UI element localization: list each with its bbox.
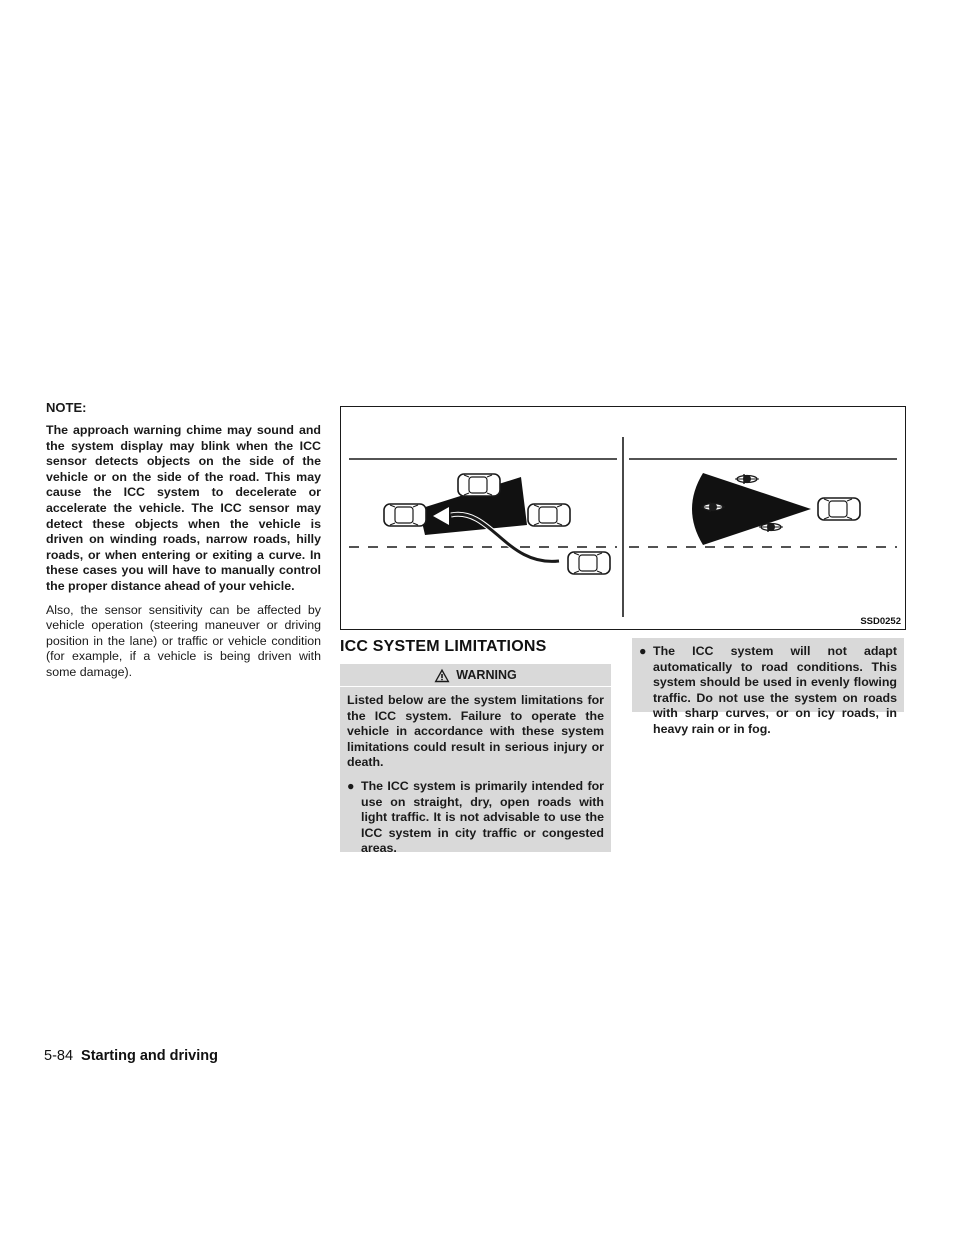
- warning-header: [340, 664, 611, 687]
- icc-diagram: [341, 407, 905, 629]
- note-body: The approach warning chime may sound and the system display may blink when the ICC sensor detects objects on the side of the vehicle or on the side of the road. This may cause the ICC system to decelerate or accelerate the vehicle. The ICC sensor may detect these objects when the vehicle is driven on winding roads, narrow roads, hilly roads, or when entering or exiting a curve. In these cases you will have to manually control the proper distance ahead of your vehicle.: [46, 423, 321, 593]
- lead-car: [528, 504, 570, 526]
- bullet-text: The ICC system is primarily intended for use on straight, dry, open roads with light traffic. It is not advisable to use the ICC system in city traffic or congested areas.: [361, 778, 604, 856]
- page-footer: [44, 1048, 218, 1064]
- motorcycle-top: [735, 474, 759, 484]
- bullet-marker: ●: [347, 778, 355, 793]
- warning-bullet: [347, 779, 604, 857]
- warning-box: [340, 664, 611, 856]
- figure-code: SSD0252: [860, 616, 901, 627]
- own-car-left: [384, 504, 426, 526]
- side-car: [458, 474, 500, 496]
- own-car-right: [818, 498, 860, 520]
- warning-triangle-icon: [434, 668, 450, 683]
- bullet-text: The ICC system will not adapt automatically to road conditions. This system should be used in evenly flowing traffic. Do not use the system on roads with sharp curves, or on icy roads, in heavy rain or in fog.: [653, 644, 897, 736]
- warning-bullet: [639, 644, 897, 738]
- note-heading: NOTE:: [46, 400, 87, 415]
- warning-box-continued: [632, 638, 904, 736]
- section-title: ICC SYSTEM LIMITATIONS: [340, 638, 547, 655]
- footer-section-name: Starting and driving: [81, 1048, 218, 1064]
- merging-car: [568, 552, 610, 574]
- warning-label: WARNING: [456, 668, 517, 682]
- bullet-marker: ●: [639, 644, 647, 658]
- icc-illustration: [340, 406, 906, 630]
- warning-intro: Listed below are the system limitations for the ICC system. Failure to operate the vehicle in accordance with these system limitations could result in serious injury or death.: [347, 693, 604, 770]
- page-number: 5-84: [44, 1048, 74, 1064]
- left-column: [46, 400, 321, 681]
- sensor-sensitivity-paragraph: Also, the sensor sensitivity can be affected by vehicle operation (steering maneuver or driving position in the lane) or traffic or vehicle condition (for example, if a vehicle is being driven with some damage).: [46, 602, 321, 679]
